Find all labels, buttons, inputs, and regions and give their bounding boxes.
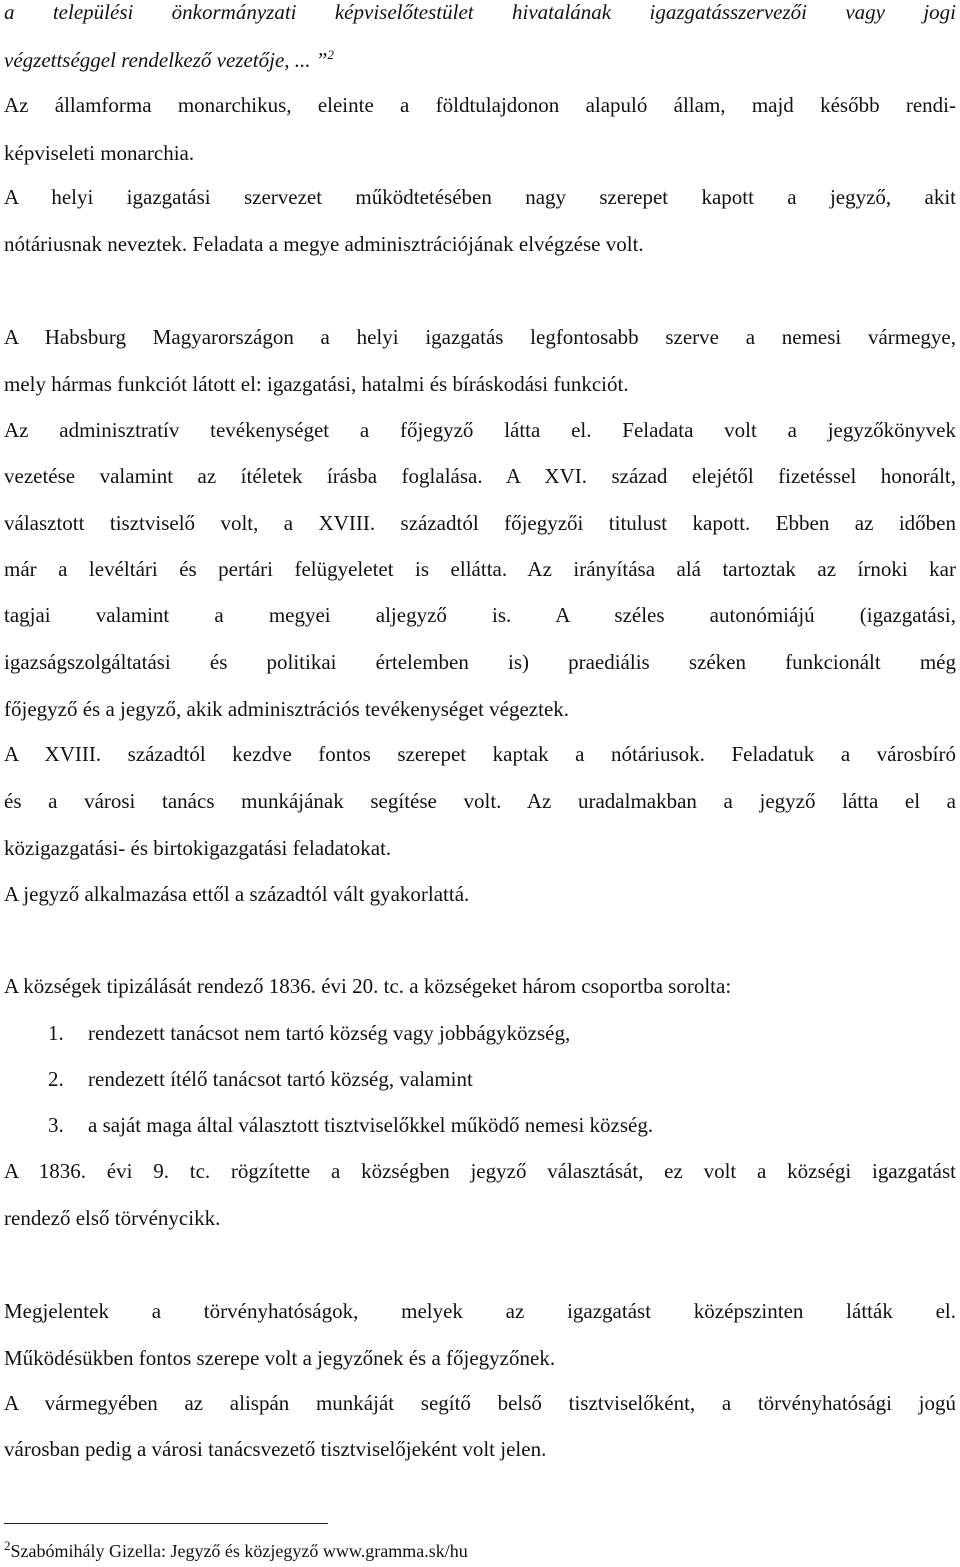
body-line: Az adminisztratív tevékenységet a főjegyző látta el. Feladata volt a jegyzőkönyvek bbox=[4, 418, 956, 442]
body-line: vezetése valamint az ítéletek írásba foglalása. A XVI. század elejétől fizetéssel honorált, bbox=[4, 464, 956, 488]
body-line: Megjelentek a törvényhatóságok, melyek az igazgatást középszinten látták el. bbox=[4, 1299, 956, 1323]
body-line: választott tisztviselő volt, a XVIII. századtól főjegyzői titulust kapott. Ebben az időben bbox=[4, 511, 956, 535]
body-line: főjegyző és a jegyző, akik adminisztrációs tevékenységet végeztek. bbox=[4, 697, 570, 721]
body-line: mely hármas funkciót látott el: igazgatási, hatalmi és bíráskodási funkciót. bbox=[4, 372, 629, 396]
list-item-number: 3. bbox=[48, 1113, 64, 1137]
list-item-number: 1. bbox=[48, 1021, 64, 1045]
footnote-reference: 2 bbox=[327, 47, 334, 62]
list-item-text: rendezett ítélő tanácsot tartó község, valamint bbox=[88, 1067, 473, 1091]
body-line: közigazgatási- és birtokigazgatási feladatokat. bbox=[4, 836, 392, 860]
body-line: A jegyző alkalmazása ettől a századtól vált gyakorlattá. bbox=[4, 882, 470, 906]
quote-line-2 bbox=[4, 45, 956, 75]
body-line: A helyi igazgatási szervezet működtetésében nagy szerepet kapott a jegyző, akit bbox=[4, 185, 956, 209]
quote-line-2-text: végzettséggel rendelkező vezetője, ... ” bbox=[4, 48, 328, 72]
body-line: igazságszolgáltatási és politikai értelemben is) praediális széken funkcionált még bbox=[4, 650, 956, 674]
footnote bbox=[4, 1536, 956, 1566]
body-line: városban pedig a városi tanácsvezető tisztviselőjeként volt jelen. bbox=[4, 1437, 547, 1461]
list-item bbox=[4, 1018, 956, 1048]
body-line: A Habsburg Magyarországon a helyi igazgatás legfontosabb szerve a nemesi vármegye, bbox=[4, 325, 956, 349]
footnote-text: Szabómihály Gizella: Jegyző és közjegyző www.gramma.sk/hu bbox=[10, 1541, 468, 1561]
list-item bbox=[4, 1110, 956, 1140]
list-intro: A községek tipizálását rendező 1836. évi 20. tc. a községeket három csoportba sorolta: bbox=[4, 974, 732, 998]
list-item-text: a saját maga által választott tisztviselőkkel működő nemesi község. bbox=[88, 1113, 654, 1137]
body-line: már a levéltári és pertári felügyeletet is ellátta. Az irányítása alá tartoztak az írnoki kar bbox=[4, 557, 956, 581]
footnote-separator bbox=[4, 1523, 328, 1524]
footnote-mark: 2 bbox=[4, 1538, 11, 1553]
body-line: tagjai valamint a megyei aljegyző is. A széles autonómiájú (igazgatási, bbox=[4, 603, 956, 627]
body-line: képviseleti monarchia. bbox=[4, 141, 195, 165]
list-item-number: 2. bbox=[48, 1067, 64, 1091]
quote-line-1: a települési önkormányzati képviselőtestület hivatalának igazgatásszervezői vagy jogi bbox=[4, 0, 956, 24]
body-line: A vármegyében az alispán munkáját segítő belső tisztviselőként, a törvényhatósági jogú bbox=[4, 1391, 956, 1415]
list-item-text: rendezett tanácsot nem tartó község vagy jobbágyközség, bbox=[88, 1021, 571, 1045]
body-line: rendező első törvénycikk. bbox=[4, 1206, 221, 1230]
body-line: A 1836. évi 9. tc. rögzítette a községben jegyző választását, ez volt a községi igazgatást bbox=[4, 1159, 956, 1183]
body-line: Az államforma monarchikus, eleinte a földtulajdonon alapuló állam, majd később rendi- bbox=[4, 93, 956, 117]
body-line: A XVIII. századtól kezdve fontos szerepet kaptak a nótáriusok. Feladatuk a városbíró bbox=[4, 742, 956, 766]
body-line: Működésükben fontos szerepe volt a jegyzőnek és a főjegyzőnek. bbox=[4, 1346, 556, 1370]
body-line: és a városi tanács munkájának segítése volt. Az uradalmakban a jegyző látta el a bbox=[4, 789, 956, 813]
list-item bbox=[4, 1064, 956, 1094]
body-line: nótáriusnak neveztek. Feladata a megye adminisztrációjának elvégzése volt. bbox=[4, 232, 644, 256]
